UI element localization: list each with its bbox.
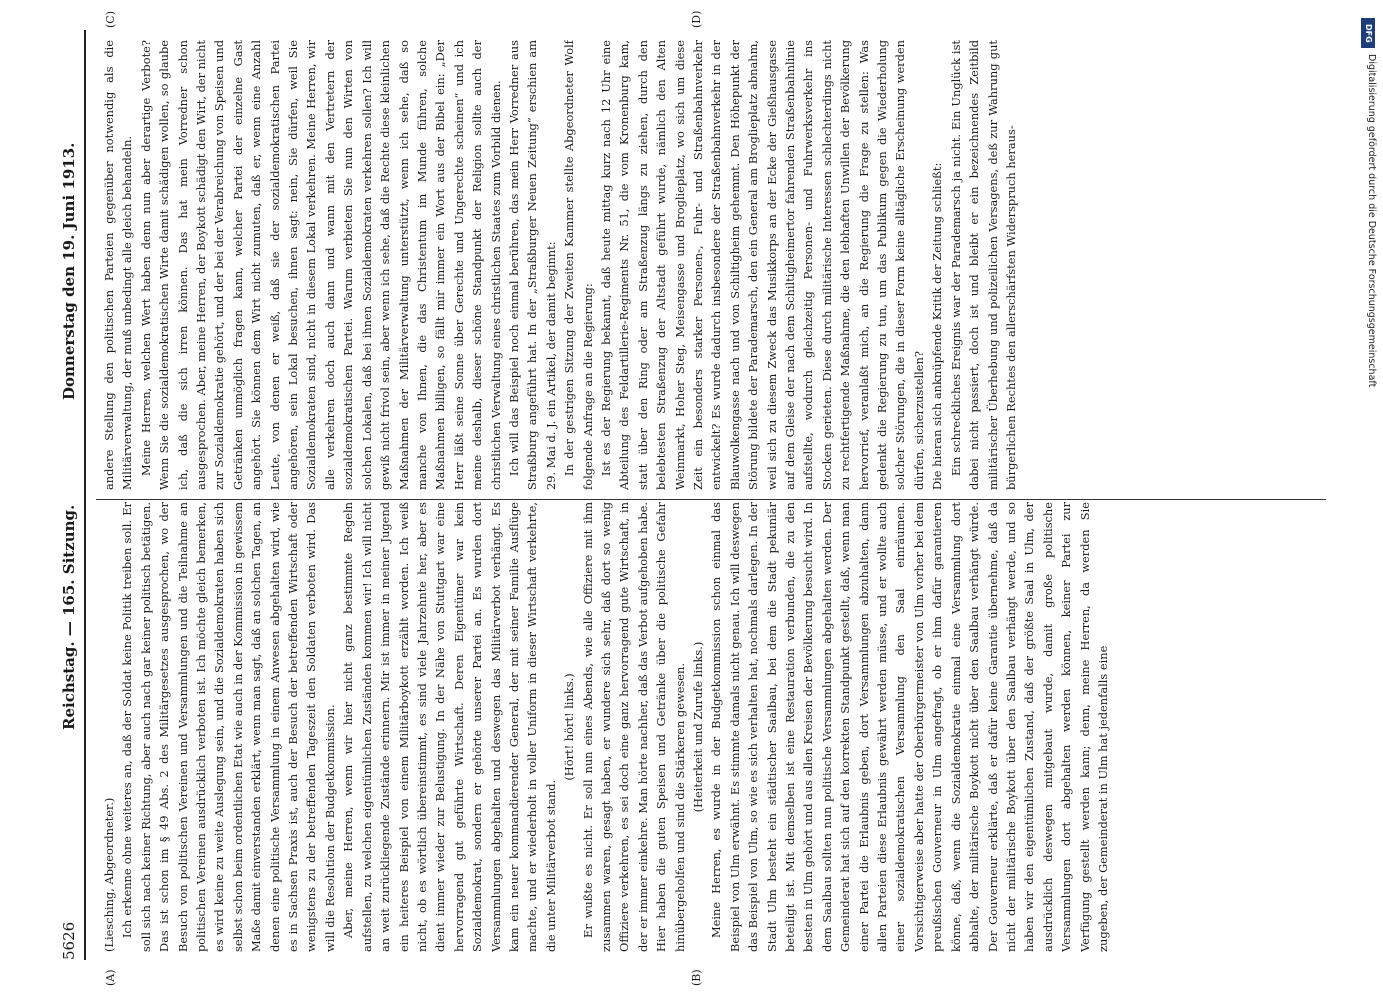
header-session: Reichstag. — 165. Sitzung.	[60, 504, 78, 730]
paragraph: Ich erkenne ohne weiteres an, daß der Soldat keine Politik treiben soll. Er soll sich nach keiner Richtung, aber auch nach gar keiner politisch betätigen. Das ist schon im § 49 Abs. 2 des Militärgesetzes ausgesprochen, wo der Besuch von politischen Vereinen und Versammlungen und die Teilnahme an politischen Vereinen ausdrücklich verboten ist. Ich möchte gleich bemerken, es wird keine zu weite Auslegung sein, und die Sozialdemokraten haben sich selbst schon beim ordentlichen Etat wie auch in der Kommission in gewissem Maße damit einverstanden erklärt, wenn man sagt, daß an solchen Tagen, an denen eine politische Versammlung in einem Anwesen abgehalten wird, wie es in Sachsen Praxis ist, auch der Besuch der betreffenden Wirtschaft oder wenigstens zu der betreffenden Tageszeit den Soldaten verboten wird. Das will die Resolution der Budgetkommission.	[120, 502, 337, 952]
margin-marker-c: (C)	[104, 11, 117, 28]
left-column	[100, 502, 1300, 952]
paragraph: Meine Herren, welchen Wert haben denn nun aber derartige Verbote? Wenn Sie die sozialdemokratischen Wirte damit schädigen wollen, so glaube ich, daß die sich irren können. Das hat mein Vorredner schon ausgesprochen. Aber, meine Herren, der Boykott schädigt den Wirt, der nicht zur Sozialdemokratie gehört, und der bei der Verabreichung von Speisen und Getränken unmöglich fragen kann, welcher Partei der einzelne Gast angehört. Sie können dem Wirt nicht zumuten, daß er, wenn eine Anzahl Leute, von denen er weiß, daß sie der sozialdemokratischen Partei angehören, sein Lokal besuchen, ihnen sagt: nein, Sie dürfen, weil Sie Sozialdemokraten sind, nicht in diesem Lokal verkehren. Meine Herren, wir alle verkehren doch auch dann und wann mit den Vertretern der sozialdemokratischen Partei. Warum verbieten Sie nun den Wirten von solchen Lokalen, daß bei ihnen Sozialdemokraten verkehren sollen? Ich will gewiß nicht frivol sein, aber wenn ich sehe, daß die Rechte diese kleinlichen Maßnahmen der Militärverwaltung unterstützt, wenn ich sehe, daß so manche von Ihnen, die das Christentum im Munde führen, solche Maßnahmen billigen, so fällt mir immer ein Wort aus der Bibel ein: „Der Herr läßt seine Sonne über Gerechte und Ungerechte scheinen“ und ich meine deshalb, dieser schöne Standpunkt der Religion sollte auch der christlichen Verwaltung eines christlichen Staates zum Vorbild dienen.	[138, 40, 503, 490]
paragraph: Ich will das Beispiel noch einmal berühren, das mein Herr Vorredner aus Straßburg angeführt hat. In der „Straßburger Neuen Zeitung“ erschien am 29. Mai d. J. ein Artikel, der damit beginnt:	[506, 40, 558, 490]
digitization-sidebar	[1363, 10, 1379, 570]
interjection: (Heiterkeit und Zurufe links.)	[691, 641, 705, 813]
interjection: (Hört! hört! links.)	[562, 673, 577, 781]
header-date: Donnerstag den 19. Juni 1913.	[60, 142, 78, 400]
paragraph: Er wußte es nicht. Er soll nun eines Abends, wie alle Offiziere mit ihm zusammen waren, gesagt haben, er wundere sich sehr, daß dort so wenig Offiziere verkehren, es sei doch eine ganz hervorragend gute Wirtschaft, in der er immer einkehre. Man hörte nachher, daß das Verbot aufgehoben habe. Hier haben die guten Speisen und Getränke über die politische Gefahr hinübergeholfen und sind die Stärkeren gewesen.	[580, 502, 687, 952]
digitization-note: Digitalisierung gefördert durch die Deutsche Forschungsgemeinschaft	[1366, 54, 1377, 388]
paragraph: andere Stellung den politischen Parteien gegenüber notwendig als die Militärverwaltung, der muß unbedingt alle gleich behandeln.	[102, 40, 135, 490]
paragraph: Aber, meine Herren, wenn wir hier nicht ganz bestimmte Regeln aufstellen, zu welchen eigentümlichen Zuständen kommen wir! Ich will nicht an weit zurückliegende Zustände erinnern. Mir ist immer in meiner Jugend ein heiteres Beispiel von einem Militärboykott erzählt worden. Ich weiß nicht, ob es wörtlich übereinstimmt, es sind viele Jahrzehnte her, aber es dient immer wieder zur Belustigung. In der Nähe von Stuttgart war eine hervorragend gut geführte Wirtschaft. Deren Eigentümer war kein Sozialdemokrat, sondern er gehörte unserer Partei an. Es wurden dort Versammlungen abgehalten und deswegen das Militärverbot verhängt. Es kam ein neuer kommandierender General, der mit seiner Familie Ausflüge machte, und er wiederholt in voller Uniform in dieser Wirtschaft verkehrte, die unter Militärverbot stand.	[341, 502, 558, 952]
margin-marker-b: (B)	[690, 969, 703, 986]
paragraph: Meine Herren, es wurde in der Budgetkommission schon einmal das Beispiel von Ulm erwähnt. Es stimmte damals nicht genau. Ich will deswegen das Beispiel von Ulm, so wie es sich verhalten hat, nochmals darlegen. In der Stadt Ulm besteht ein städtischer Saalbau, bei dem die Stadt pekuniär beteiligt ist. Mit demselben ist eine Restauration verbunden, die zu den besten in Ulm gehört und aus allen Kreisen der Bevölkerung besucht wird. In dem Saalbau sollten nun politische Versammlungen abgehalten werden. Der Gemeinderat hat sich auf den korrekten Standpunkt gestellt, daß, wenn man einer Partei die Erlaubnis geben, dort Versammlungen abzuhalten, dann allen Parteien diese Erlaubnis gewährt werden müsse, und er wollte auch einer sozialdemokratischen Versammlung den Saal einräumen. Vorsichtigerweise aber hatte der Oberbürgermeister von Ulm vorher bei dem preußischen Gouverneur in Ulm angefragt, ob er ihm dafür garantieren könne, daß, wenn die Sozialdemokratie einmal eine Versammlung dort abhalte, der militärische Boykott nicht über den Saalbau verhängt würde. Der Gouverneur erklärte, daß er dafür keine Garantie übernehme, daß da nicht der militärische Boykott über den Saalbau verhängt werde, und so haben wir den eigentümlichen Zustand, daß der größte Saal in Ulm, der ausdrücklich deswegen mitgebaut wurde, damit große politische Versammlungen dort abgehalten werden können, keiner Partei zur Verfügung gestellt werden kann; denn, meine Herren, da werden Sie zugeben, der Gemeinderat in Ulm hat jedenfalls eine	[709, 502, 1110, 952]
margin-marker-d: (D)	[690, 10, 703, 28]
page-number: 5626	[60, 921, 78, 960]
column-divider	[96, 499, 1326, 500]
paragraph: Die hieran sich anknüpfende Kritik der Zeitung schließt:	[930, 162, 945, 490]
quote-paragraph: Ein schreckliches Ereignis war der Parademarsch ja nicht. Ein Unglück ist dabei nicht passiert, doch ist und bleibt er ein bezeichnendes Zeitbild militärischer Überhebung und polizeilichen Versagens, deß zur Wahrung gut bürgerlichen Rechtes den allerschärfsten Widerspruch heraus-	[948, 40, 1018, 490]
quote-paragraph: In der gestrigen Sitzung der Zweiten Kammer stellte Abgeordneter Wolf folgende Anfrage an die Regierung:	[562, 40, 595, 490]
speaker-note: (Liesching, Abgeordneter.)	[102, 797, 116, 952]
margin-marker-a: (A)	[104, 969, 117, 986]
dfg-logo: DFG	[1361, 18, 1375, 48]
page-header	[54, 30, 86, 960]
quote-paragraph: Ist es der Regierung bekannt, daß heute mittag kurz nach 12 Uhr eine Abteilung des Feldartillerie-Regiments Nr. 51, die vom Kronenburg kam, statt über den Ring oder am Straßenzug längs zu ziehen, durch den belebtesten Straßenzug der Altstadt geführt wurde, nämlich den Alten Weinmarkt, Hoher Steg, Meisengasse und Broglieplatz, wo sich um diese Zeit ein besonders starker Personen-, Fuhr- und Straßenbahnverkehr entwickelt? Es wurde dadurch insbesondere der Straßenbahnverkehr in der Blauwolkengasse nach und von Schiltigheim gehemmt. Den Höhepunkt der Störung bildete der Parademarsch, den ein General am Broglieplatz abnahm, weil sich zu diesem Zweck das Musikkorps an der Ecke der Gießhausgasse auf dem Gleise der nach dem Schiltigheimertor fahrenden Straßenbahnlinie aufstellte, wodurch gleichzeitig Personen- und Fuhrwerksverkehr ins Stocken gerieten. Diese durch militärische Interessen schlechterdings nicht zu rechtfertigende Maßnahme, die den lebhaften Unwillen der Bevölkerung hervorrief, veranlaßt mich, an die Regierung die Frage zu stellen: Was gedenkt die Regierung zu tun, um das Publikum gegen die Wiederholung solcher Störungen, die in dieser Form keine alltägliche Erscheinung werden dürfen, sicherzustellen?	[598, 40, 926, 490]
right-column	[100, 40, 1300, 490]
